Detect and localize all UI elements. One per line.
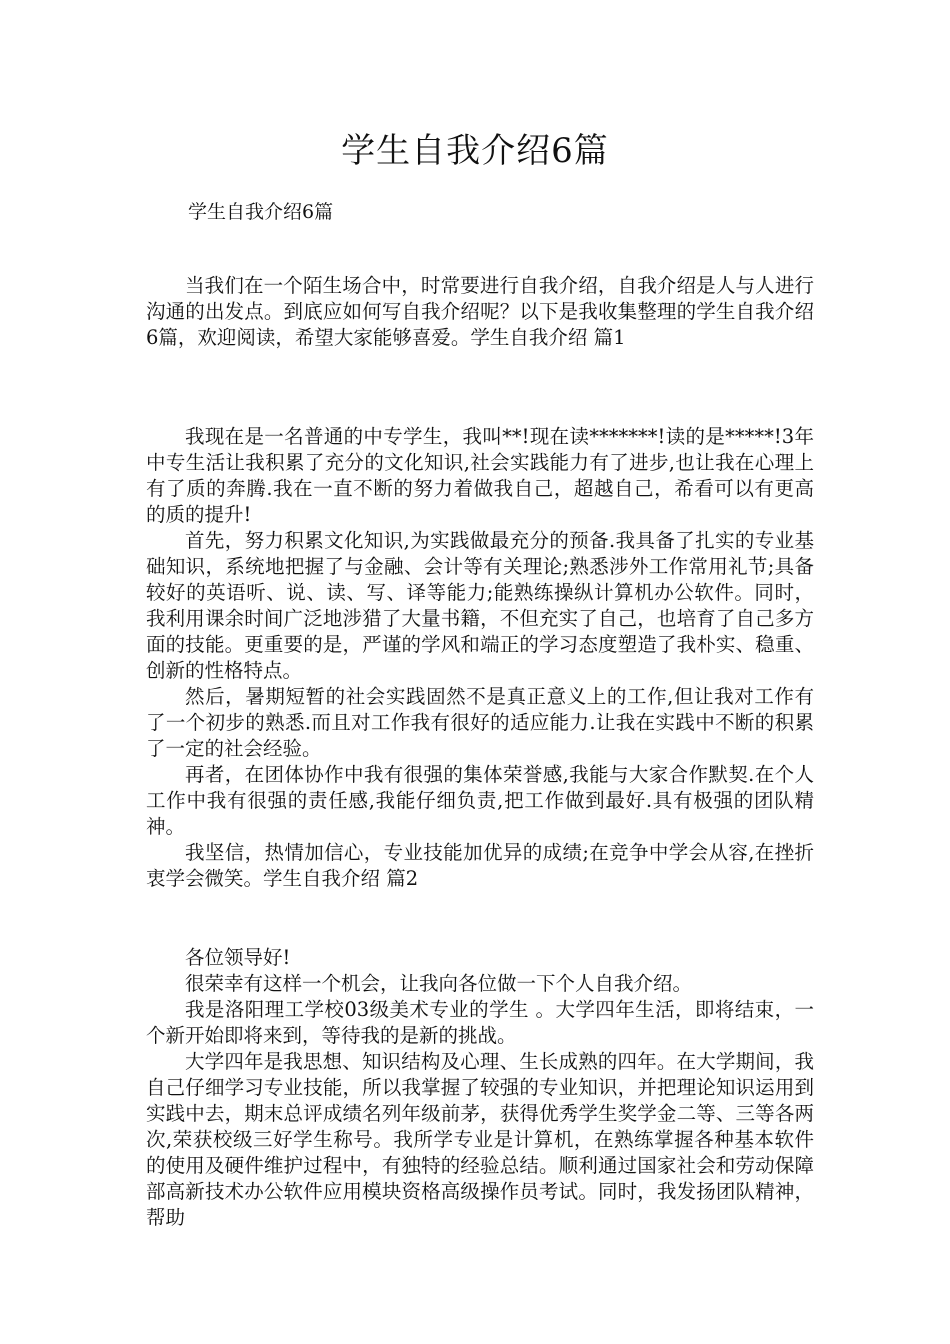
paragraph: 再者，在团体协作中我有很强的集体荣誉感,我能与大家合作默契.在个人工作中我有很强的责任感,我能仔细负责,把工作做到最好.具有极强的团队精神。 [146,763,814,838]
document-subtitle: 学生自我介绍6篇 [188,201,334,223]
paragraph: 我是洛阳理工学校03级美术专业的学生 。大学四年生活，即将结束，一个新开始即将来到，等待我的是新的挑战。 [146,998,814,1047]
intro-section [146,273,814,351]
paragraph: 我现在是一名普通的中专学生，我叫**!现在读*******!读的是*****!3年中专生活让我积累了充分的文化知识,社会实践能力有了进步,也让我在心理上有了质的奔腾.我在一直不断的努力着做我自己，超越自己，希看可以有更高的质的提升! [146,425,814,526]
document-title: 学生自我介绍6篇 [341,131,609,171]
paragraph: 然后，暑期短暂的社会实践固然不是真正意义上的工作,但让我对工作有了一个初步的熟悉.而且对工作我有很好的适应能力.让我在实践中不断的积累了一定的社会经验。 [146,685,814,760]
paragraph: 当我们在一个陌生场合中，时常要进行自我介绍，自我介绍是人与人进行沟通的出发点。到底应如何写自我介绍呢？以下是我收集整理的学生自我介绍6篇，欢迎阅读，希望大家能够喜爱。学生自我介绍 篇1 [146,274,814,349]
paragraph: 大学四年是我思想、知识结构及心理、生长成熟的四年。在大学期间，我自己仔细学习专业技能，所以我掌握了较强的专业知识，并把理论知识运用到实践中去，期末总评成绩名列年级前茅，获得优秀学生奖学金二等、三等各两次,荣获校级三好学生称号。我所学专业是计算机，在熟练掌握各种基本软件的使用及硬件维护过程中，有独特的经验总结。顺利通过国家社会和劳动保障部高新技术办公软件应用模块资格高级操作员考试。同时，我发扬团队精神，帮助 [146,1050,814,1229]
paragraph: 我坚信，热情加信心，专业技能加优异的成绩;在竞争中学会从容,在挫折衷学会微笑。学生自我介绍 篇2 [146,841,814,890]
paragraph: 很荣幸有这样一个机会，让我向各位做一下个人自我介绍。 [185,972,693,995]
section-1 [146,424,814,892]
section-2 [146,945,814,1231]
paragraph: 各位领导好! [185,946,291,969]
paragraph: 首先，努力积累文化知识,为实践做最充分的预备.我具备了扎实的专业基础知识，系统地把握了与金融、会计等有关理论;熟悉涉外工作常用礼节;具备较好的英语听、说、读、写、译等能力;能熟练操纵计算机办公软件。同时，我利用课余时间广泛地涉猎了大量书籍，不但充实了自己，也培育了自己多方面的技能。更重要的是，严谨的学风和端正的学习态度塑造了我朴实、稳重、创新的性格特点。 [146,529,814,682]
